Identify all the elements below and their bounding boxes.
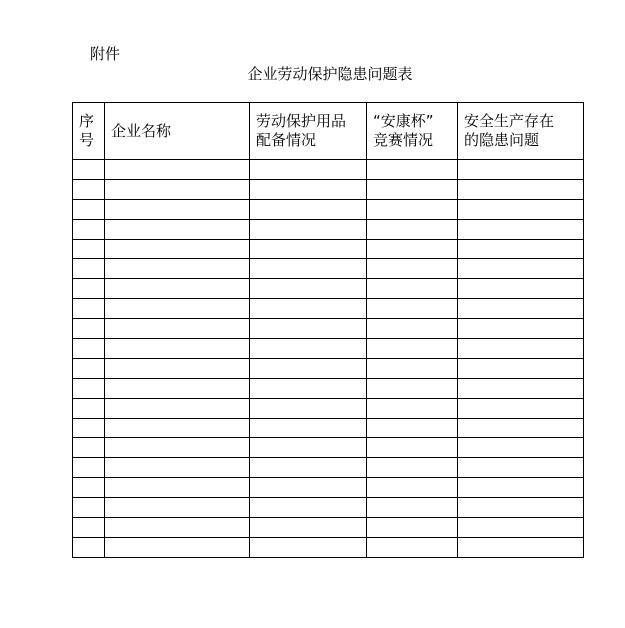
table-cell-ankang [367,458,458,478]
table-cell-ankang [367,179,458,199]
table-cell-company [105,498,250,518]
header-hazards-label: 安全生产存在 的隐患问题 [464,112,555,149]
table-cell-seq [73,279,105,299]
table-cell-ankang [367,339,458,359]
table-row [73,458,584,478]
header-ankang-cup-label: “安康杯” 竞赛情况 [373,112,434,149]
table-cell-hazards [458,498,584,518]
header-row [73,103,584,160]
table-cell-company [105,179,250,199]
table-cell-hazards [458,219,584,239]
table-cell-ppe [250,398,367,418]
table-cell-ppe [250,219,367,239]
table-cell-ppe [250,438,367,458]
table-cell-company [105,319,250,339]
table-cell-hazards [458,199,584,219]
table-row [73,339,584,359]
table-row [73,239,584,259]
table-cell-company [105,339,250,359]
table-cell-hazards [458,458,584,478]
table-cell-company [105,279,250,299]
table-row [73,219,584,239]
table-cell-seq [73,339,105,359]
table-cell-hazards [458,239,584,259]
table-cell-seq [73,418,105,438]
hazard-table [72,102,584,558]
table-cell-ppe [250,160,367,180]
table-cell-ankang [367,537,458,557]
table-cell-ppe [250,378,367,398]
table-row [73,518,584,538]
table-cell-ppe [250,498,367,518]
table-cell-ankang [367,160,458,180]
header-ankang-cup [367,103,458,160]
table-cell-company [105,537,250,557]
header-company-name-label: 企业名称 [111,121,172,140]
table-row [73,259,584,279]
table-cell-hazards [458,179,584,199]
table-cell-ankang [367,498,458,518]
table-cell-company [105,478,250,498]
table-cell-hazards [458,478,584,498]
table-cell-ankang [367,518,458,538]
table-cell-ankang [367,219,458,239]
table-cell-company [105,219,250,239]
attachment-label: 附件 [90,45,121,63]
header-hazards [458,103,584,160]
table-cell-company [105,458,250,478]
table-cell-ankang [367,478,458,498]
table-cell-company [105,259,250,279]
table-row [73,199,584,219]
table-cell-seq [73,179,105,199]
table-cell-hazards [458,299,584,319]
table-cell-seq [73,518,105,538]
table-cell-seq [73,259,105,279]
table-cell-ppe [250,179,367,199]
table-cell-hazards [458,398,584,418]
table-cell-ppe [250,279,367,299]
table-row [73,279,584,299]
table-row [73,478,584,498]
table-cell-ankang [367,279,458,299]
table-cell-ppe [250,239,367,259]
table-cell-seq [73,458,105,478]
table-cell-company [105,418,250,438]
table-cell-hazards [458,378,584,398]
table-cell-seq [73,239,105,259]
table-row [73,378,584,398]
table-cell-hazards [458,438,584,458]
table-cell-ppe [250,319,367,339]
table-cell-ankang [367,299,458,319]
table-cell-hazards [458,358,584,378]
table-cell-ankang [367,418,458,438]
table-cell-ankang [367,319,458,339]
table-cell-hazards [458,518,584,538]
table-cell-ppe [250,537,367,557]
table-cell-company [105,378,250,398]
table-cell-seq [73,160,105,180]
table-cell-company [105,518,250,538]
table-cell-company [105,160,250,180]
table-cell-hazards [458,160,584,180]
table-row [73,160,584,180]
table-cell-ankang [367,358,458,378]
table-row [73,438,584,458]
table-cell-ankang [367,199,458,219]
header-ppe [250,103,367,160]
table-cell-seq [73,319,105,339]
table-cell-seq [73,378,105,398]
table-cell-company [105,199,250,219]
table-row [73,179,584,199]
table-row [73,299,584,319]
header-seq-label: 序 号 [79,112,95,149]
table-row [73,319,584,339]
table-cell-company [105,438,250,458]
table-cell-ankang [367,239,458,259]
table-cell-hazards [458,279,584,299]
table-cell-ppe [250,259,367,279]
table-cell-ppe [250,199,367,219]
table-cell-ppe [250,358,367,378]
table-cell-ppe [250,418,367,438]
table-cell-ppe [250,478,367,498]
table-cell-company [105,358,250,378]
table-cell-hazards [458,418,584,438]
document-title: 企业劳动保护隐患问题表 [247,65,413,83]
table-cell-seq [73,438,105,458]
table-cell-ppe [250,339,367,359]
table-cell-hazards [458,319,584,339]
table-cell-ppe [250,518,367,538]
header-company-name [105,103,250,160]
table-body [73,160,584,558]
table-cell-seq [73,199,105,219]
table-header [73,103,584,160]
table-cell-seq [73,358,105,378]
table-cell-seq [73,478,105,498]
table-row [73,398,584,418]
table-cell-hazards [458,537,584,557]
header-ppe-label: 劳动保护用品 配备情况 [256,112,347,149]
table-cell-seq [73,537,105,557]
table-cell-ankang [367,378,458,398]
header-seq [73,103,105,160]
table-cell-company [105,239,250,259]
table-cell-seq [73,398,105,418]
table-row [73,537,584,557]
table-row [73,418,584,438]
table-cell-seq [73,219,105,239]
table-cell-hazards [458,259,584,279]
table-cell-company [105,398,250,418]
table-cell-ppe [250,458,367,478]
table-cell-ppe [250,299,367,319]
table-row [73,358,584,378]
table-cell-ankang [367,398,458,418]
table-cell-seq [73,299,105,319]
table-cell-company [105,299,250,319]
table-row [73,498,584,518]
table-cell-seq [73,498,105,518]
table-cell-hazards [458,339,584,359]
table-cell-ankang [367,438,458,458]
table-cell-ankang [367,259,458,279]
